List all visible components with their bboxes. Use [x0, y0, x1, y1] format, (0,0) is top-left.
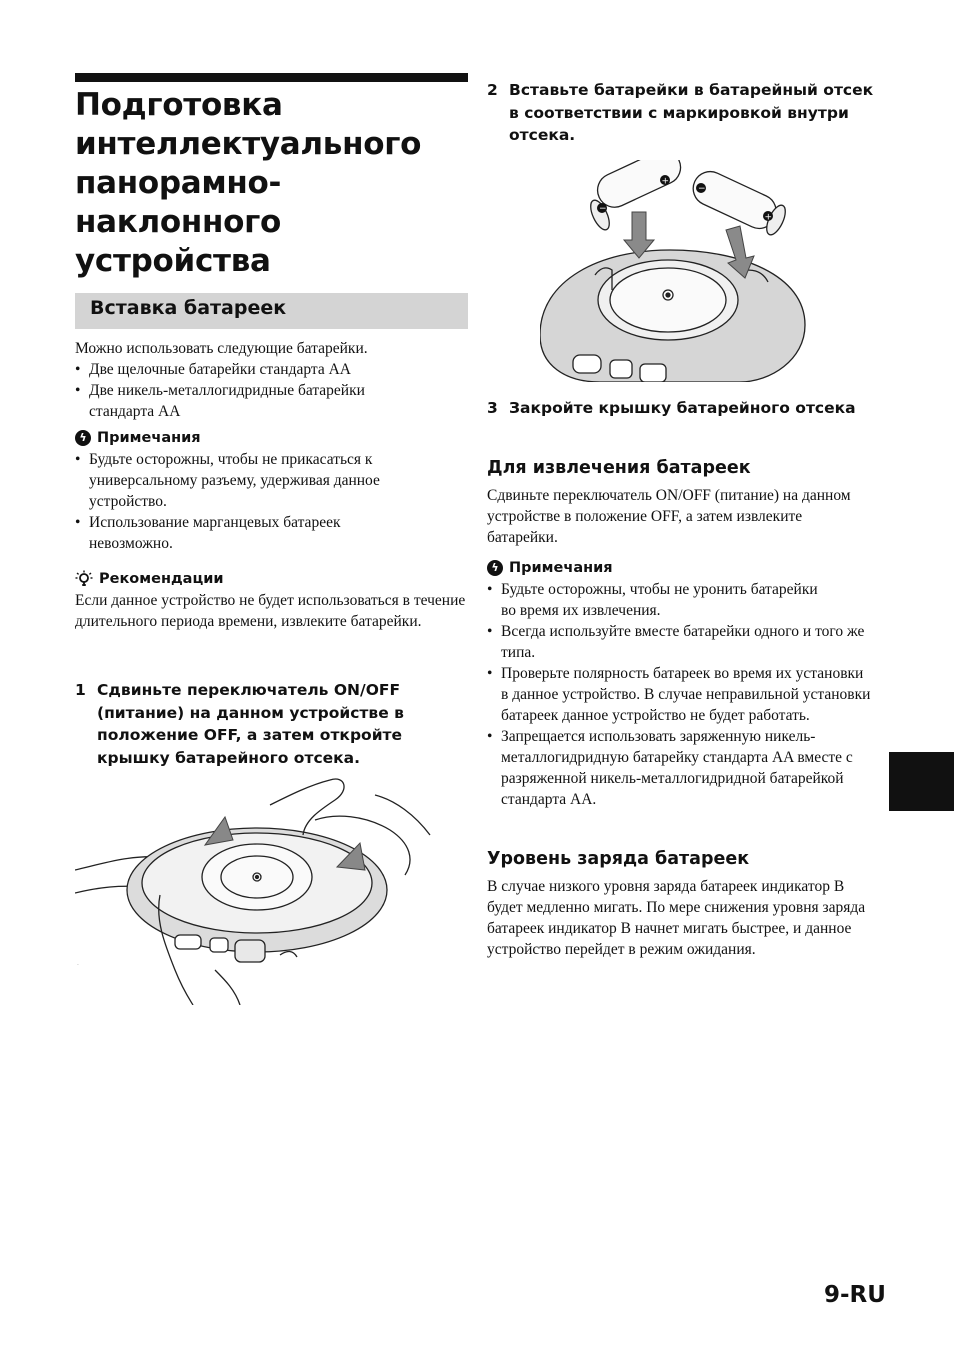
svg-text:−: −	[599, 204, 607, 214]
removal-text: Сдвиньте переключатель ON/OFF (питание) на данном устройстве в положение OFF, а затем извлеките батарейки.	[487, 487, 851, 546]
level-heading: Уровень заряда батареек	[487, 849, 750, 869]
list-item: • Две никель-металлогидридные батарейки стандарта AA	[75, 380, 429, 422]
title-rule	[75, 73, 468, 82]
caution-icon: ϟ	[75, 430, 91, 446]
insert-batteries-illustration	[540, 160, 810, 382]
level-text: В случае низкого уровня заряда батареек индикатор B будет медленно мигать. По мере снижения уровня заряда батареек индикатор B начнет мигать быстрее, и данное устройство перейдет в режим ожидания.	[487, 878, 866, 958]
step-1	[75, 679, 468, 769]
page-number: 9-RU	[824, 1282, 886, 1308]
title-line: панорамно-	[75, 165, 282, 201]
caution-icon: ϟ	[487, 560, 503, 576]
step-text: Закройте крышку батарейного отсека	[509, 399, 856, 417]
step-2	[487, 79, 877, 147]
title-line: устройства	[75, 243, 271, 279]
removal-block	[487, 456, 877, 548]
notes-heading-label: Примечания	[97, 430, 201, 446]
title-line: наклонного	[75, 204, 282, 240]
removal-heading: Для извлечения батареек	[487, 458, 751, 478]
tips-text: Если данное устройство не будет использоваться в течение длительного периода времени, извлеките батарейки.	[75, 592, 466, 630]
section-heading-bar	[75, 293, 468, 329]
step-number: 3	[487, 399, 498, 417]
battery-type-list	[75, 359, 468, 422]
tips-block	[75, 569, 468, 632]
side-tab-marker	[889, 752, 954, 811]
notes-list	[487, 579, 877, 810]
section-heading: Вставка батареек	[90, 297, 287, 319]
notes-heading	[75, 428, 468, 448]
notes-block	[75, 428, 468, 554]
svg-text:+: +	[661, 176, 670, 187]
list-item: • Запрещается использовать заряженную никель-металлогидридную батарейку стандарта AA вместе с разряженной никель-металлогидридной батарейкой стандарта AA.	[487, 726, 876, 810]
list-item: • Использование марганцевых батареек невозможно.	[75, 512, 409, 554]
lightbulb-icon	[75, 570, 93, 588]
svg-text:+: +	[764, 212, 773, 223]
title-line: интеллектуального	[75, 126, 422, 162]
title-line: Подготовка	[75, 87, 283, 123]
notes-list	[75, 449, 468, 554]
list-item: • Всегда используйте вместе батарейки одного и того же типа.	[487, 621, 886, 663]
intro-text: Можно использовать следующие батарейки.	[75, 340, 368, 357]
figure-mark: .	[77, 960, 79, 967]
notes-heading	[487, 558, 877, 578]
list-item: • Будьте осторожны, чтобы не уронить батарейки во время их извлечения.	[487, 579, 821, 621]
list-item: • Будьте осторожны, чтобы не прикасаться к универсальному разъему, удерживая данное устройство.	[75, 449, 449, 512]
open-cover-illustration	[75, 775, 468, 1005]
tips-heading	[75, 569, 468, 589]
step-number: 1	[75, 681, 86, 699]
notes-block-2	[487, 558, 877, 810]
svg-text:−: −	[698, 184, 706, 194]
page-title	[75, 86, 468, 281]
notes-heading-label: Примечания	[509, 560, 613, 576]
tips-heading-label: Рекомендации	[99, 571, 224, 587]
level-block	[487, 847, 877, 960]
step-3	[487, 397, 877, 420]
list-item: • Проверьте полярность батареек во время их установки в данное устройство. В случае неправильной установки батареек данное устройство не будет работать.	[487, 663, 871, 726]
step-text: Вставьте батарейки в батарейный отсек в соответствии с маркировкой внутри отсека.	[509, 81, 874, 144]
step-number: 2	[487, 81, 498, 99]
list-item: • Две щелочные батарейки стандарта AA	[75, 359, 468, 380]
intro-block	[75, 338, 468, 422]
step-text: Сдвиньте переключатель ON/OFF (питание) на данном устройстве в положение OFF, а затем откройте крышку батарейного отсека.	[97, 681, 404, 767]
